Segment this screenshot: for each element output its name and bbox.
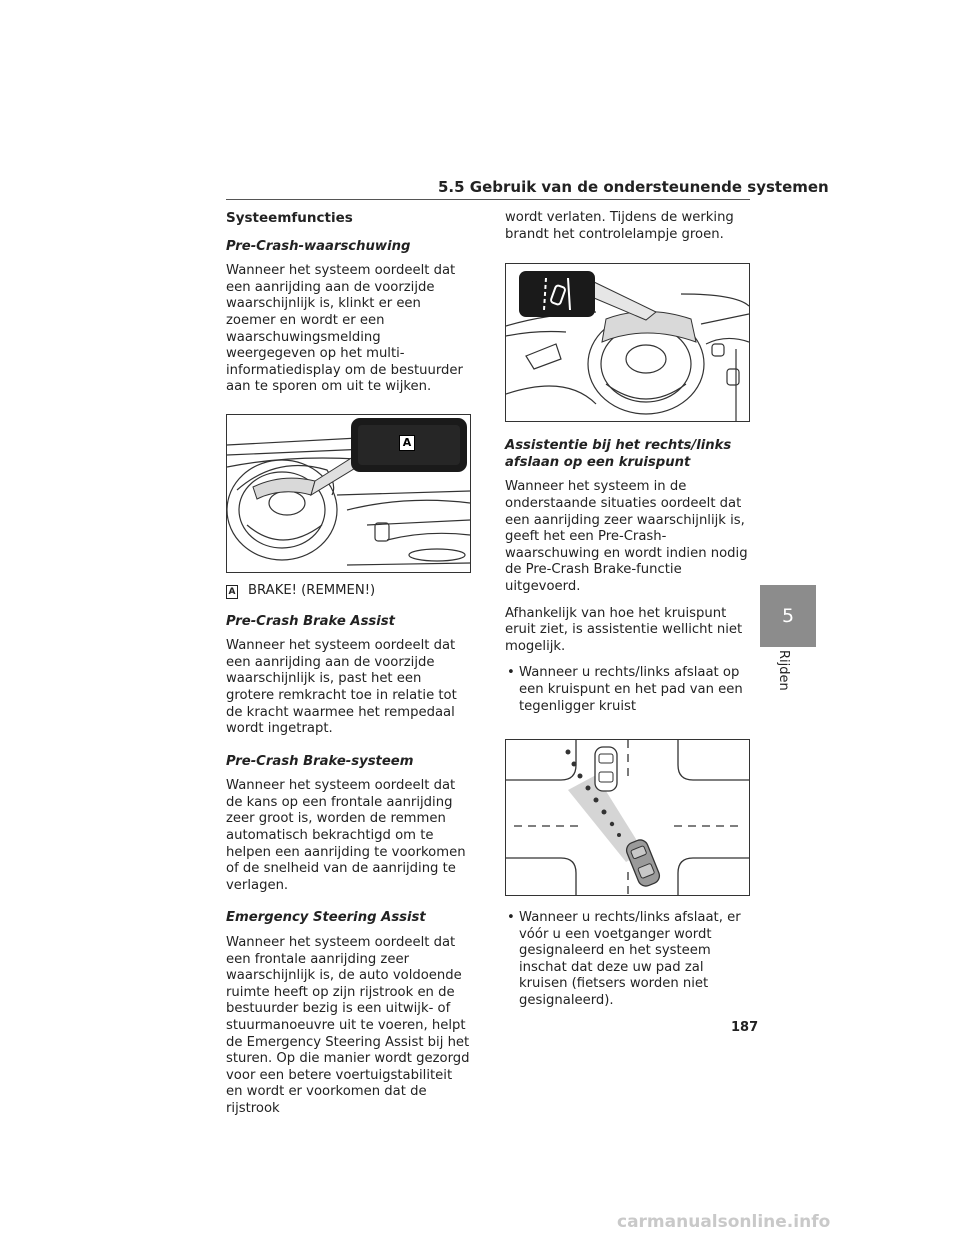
emergency-steering-assist-text: Wanneer het systeem oordeelt dat een frontale aanrijding zeer waarschijnlijk is, de auto voldoende ruimte heeft op zijn rijstrook en de bestuurder bezig is een uitwijk- of stuurmanoeuvre uit te voeren, helpt de Emergency Steering Assist bij het sturen. Op die manier wordt gezorgd voor een betere voertuigstabiliteit en wordt er voorkomen dat de rijstrook	[226, 935, 470, 1116]
oncoming-car-icon	[595, 747, 617, 791]
dashboard-indicator-illustration	[506, 264, 749, 421]
pre-crash-brake-assist-text: Wanneer het systeem oordeelt dat een aanrijding aan de voorzijde waarschijnlijk is, past het een grotere remkracht toe in relatie tot de kracht waarmee het rempedaal wordt ingetrapt.	[226, 638, 457, 737]
chapter-label: Rijden	[776, 650, 791, 691]
pre-crash-warning-text: Wanneer het systeem oordeelt dat een aanrijding aan de voorzijde waarschijnlijk is, klinkt er een zoemer en wordt er een waarschuwingsmelding weergegeven op het multi-informatiedisplay om de bestuurder aan te sporen om uit te wijken.	[226, 263, 463, 395]
chapter-tab: 5	[760, 585, 816, 647]
emergency-steering-assist-title: Emergency Steering Assist	[226, 910, 426, 926]
turn-assist-title: Assistentie bij het rechts/links afslaan op een kruispunt	[505, 438, 732, 470]
continued-text: wordt verlaten. Tijdens de werking brandt het controlelampje groen.	[505, 210, 734, 242]
dashboard-warning-figure	[226, 414, 471, 573]
turn-assist-text-1: Wanneer het systeem in de onderstaande situaties oordeelt dat een aanrijding zeer waarschijnlijk is, geeft het een Pre-Crash-waarschuwing en wordt indien nodig de Pre-Crash Brake-functie uitgevoerd.	[505, 479, 748, 594]
intersection-figure	[505, 739, 750, 896]
display-callout-badge: A	[399, 435, 415, 451]
section-title: Systeemfuncties	[226, 210, 353, 226]
page-number: 187	[731, 1020, 759, 1035]
pre-crash-warning-title: Pre-Crash-waarschuwing	[226, 238, 411, 254]
header-divider	[226, 199, 750, 200]
left-column	[226, 210, 471, 1128]
own-car-icon	[624, 838, 662, 889]
figure-caption	[226, 583, 471, 600]
dashboard-indicator-figure	[505, 263, 750, 422]
situation-list	[505, 665, 750, 715]
list-item: • Wanneer u rechts/links afslaat op een kruispunt en het pad van een tegenligger kruist	[505, 665, 750, 715]
page-header-title: 5.5 Gebruik van de ondersteunende systemen	[438, 178, 829, 196]
pre-crash-brake-assist-title: Pre-Crash Brake Assist	[226, 613, 395, 629]
caption-text: BRAKE! (REMMEN!)	[248, 582, 376, 598]
list-item: • Wanneer u rechts/links afslaat, er vóór u een voetganger wordt gesignaleerd en het systeem inschat dat deze uw pad zal kruisen (fietsers worden niet gesignaleerd).	[505, 910, 750, 1010]
turn-assist-text-2: Afhankelijk van hoe het kruispunt eruit ziet, is assistentie wellicht niet mogelijk.	[505, 605, 743, 654]
pre-crash-brake-system-text: Wanneer het systeem oordeelt dat de kans op een frontale aanrijding zeer groot is, worden de remmen automatisch bekrachtigd om te helpen een aanrijding te voorkomen of de snelheid van de aanrijding te verlagen.	[226, 778, 466, 893]
right-column	[505, 210, 750, 1020]
intersection-illustration	[506, 740, 749, 895]
caption-badge: A	[226, 585, 238, 599]
situation-list-2	[505, 910, 750, 1010]
watermark-text: carmanualsonline.info	[617, 1212, 831, 1232]
dashboard-warning-illustration	[227, 415, 470, 572]
pre-crash-brake-system-title: Pre-Crash Brake-systeem	[226, 753, 414, 769]
